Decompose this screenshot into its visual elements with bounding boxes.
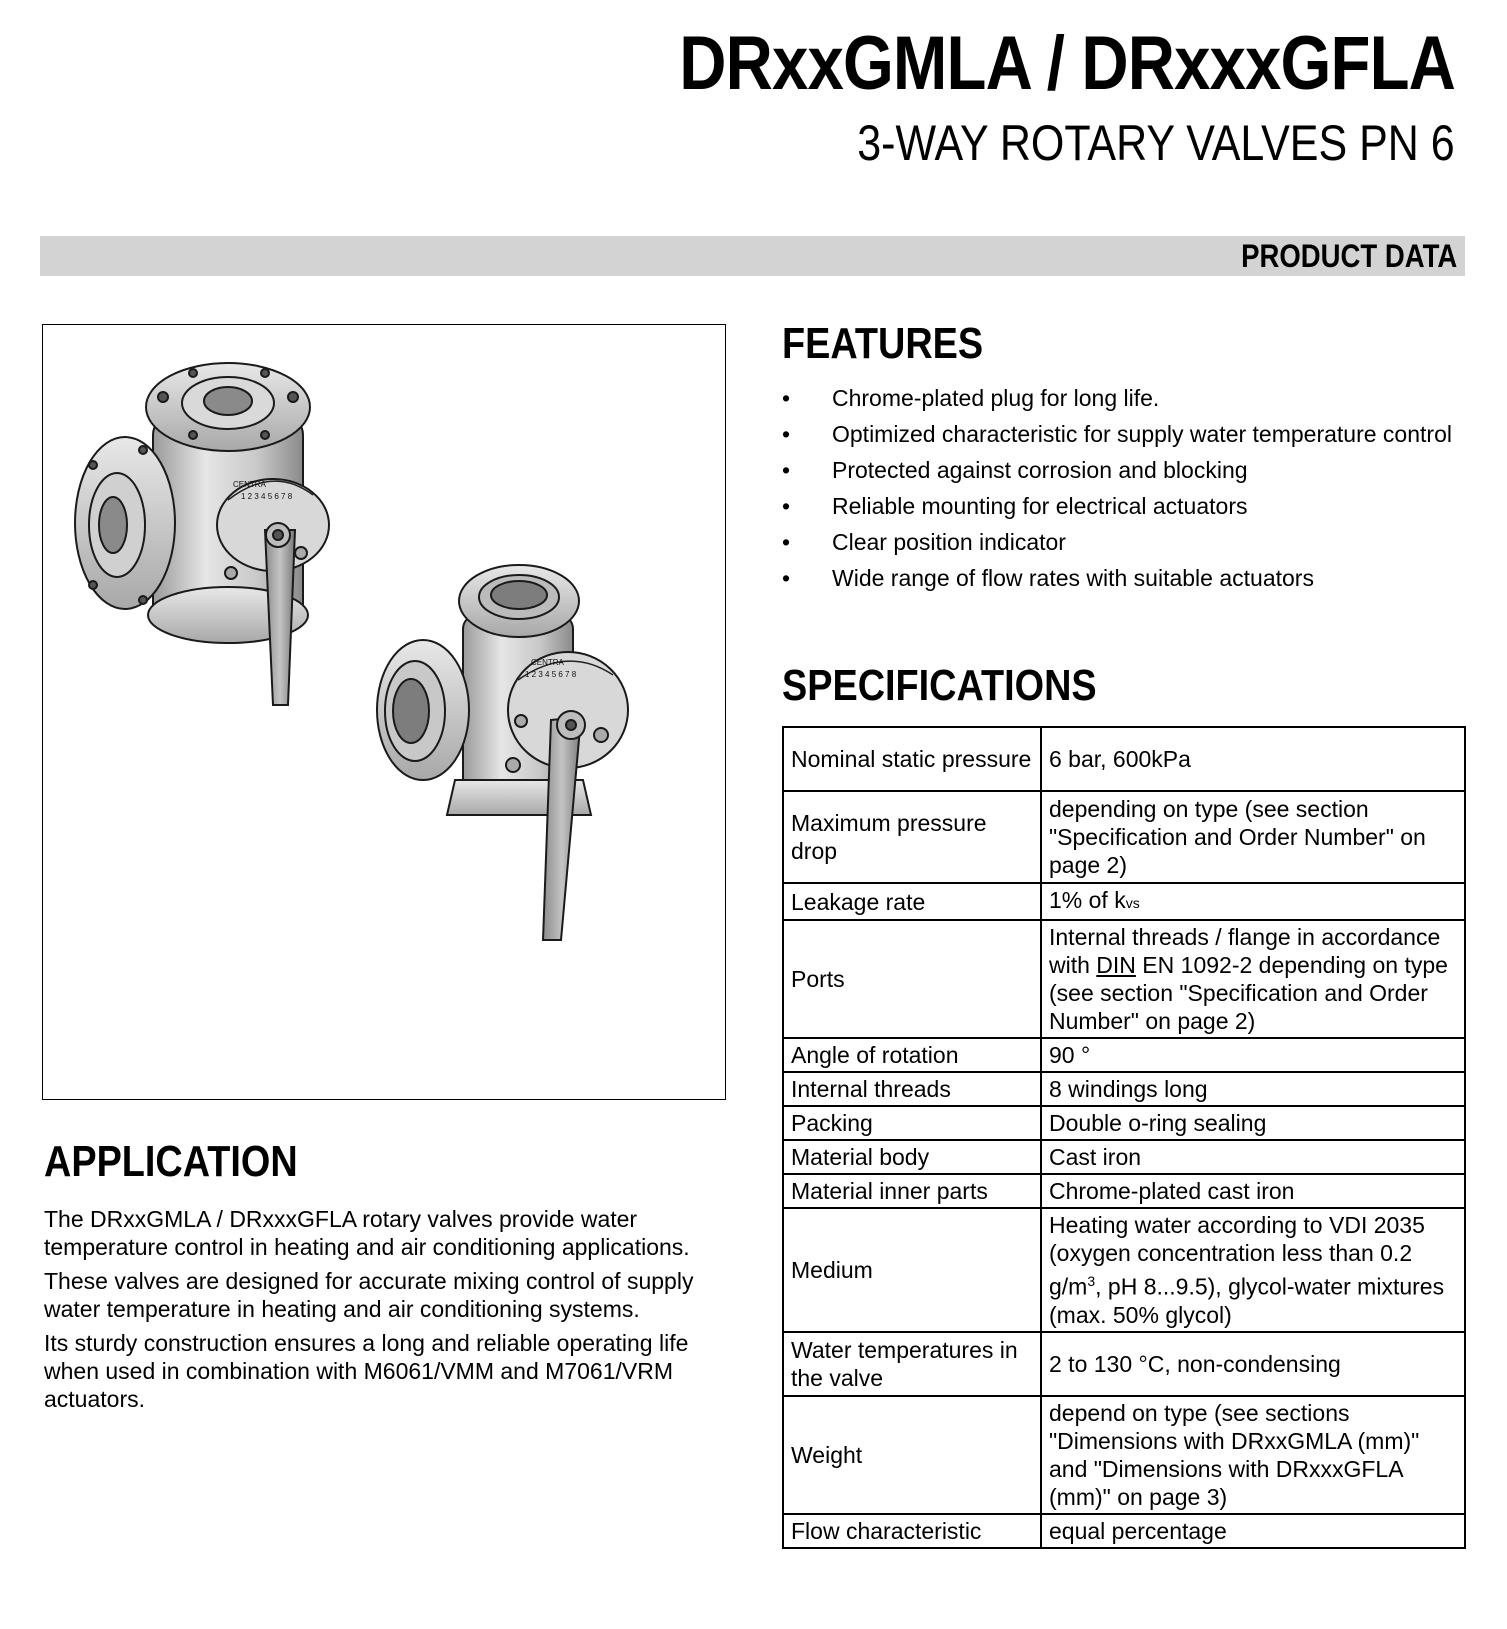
section-band (40, 236, 1465, 276)
threaded-valve-icon (377, 565, 628, 940)
spec-value: equal percentage (1041, 1514, 1465, 1548)
feature-item: • Wide range of flow rates with suitable actuators (782, 564, 1462, 592)
spec-value: 2 to 130 °C, non-condensing (1041, 1332, 1465, 1396)
table-row (783, 1208, 1465, 1332)
feature-item: • Protected against corrosion and blocking (782, 456, 1462, 484)
table-row (783, 1140, 1465, 1174)
spec-key: Nominal static pressure (783, 727, 1041, 791)
table-row (783, 1038, 1465, 1072)
table-row (783, 920, 1465, 1038)
ports-value-part: EN 1092-2 depending on type (see section "Specification and Order Number" on page 2) (1049, 952, 1448, 1034)
specifications-table (782, 726, 1466, 1549)
feature-item: • Optimized characteristic for supply water temperature control (782, 420, 1462, 448)
spec-value: 90 ° (1041, 1038, 1465, 1072)
features-heading: FEATURES (782, 319, 984, 368)
ports-value-part: Internal threads / flange in accordance with (1049, 924, 1441, 978)
spec-key: Material body (783, 1140, 1041, 1174)
specifications-heading: SPECIFICATIONS (782, 661, 1097, 710)
table-row (783, 727, 1465, 791)
table-row (783, 1396, 1465, 1514)
product-data-label: PRODUCT DATA (1240, 238, 1457, 274)
spec-key: Weight (783, 1396, 1041, 1514)
threaded-dial-numbers: 1 2 3 4 5 6 7 8 (525, 670, 577, 679)
medium-value-part: , pH 8...9.5), glycol-water mixtures (max. 50% glycol) (1049, 1273, 1445, 1328)
spec-key: Flow characteristic (783, 1514, 1041, 1548)
spec-value: 8 windings long (1041, 1072, 1465, 1106)
flanged-dial-label: CENTRA (233, 480, 266, 489)
table-row (783, 791, 1465, 883)
table-row (783, 1072, 1465, 1106)
spec-key: Leakage rate (783, 883, 1041, 920)
din-abbreviation: DIN (1096, 952, 1136, 978)
feature-item: • Clear position indicator (782, 528, 1462, 556)
spec-value: depend on type (see sections "Dimensions with DRxxGMLA (mm)" and "Dimensions with DRxxxGFLA (mm)" on page 3) (1041, 1396, 1465, 1514)
spec-key: Water temperatures in the valve (783, 1332, 1041, 1396)
product-illustration (42, 324, 726, 1100)
features-list (782, 384, 1462, 600)
spec-value: Double o-ring sealing (1041, 1106, 1465, 1140)
spec-key: Ports (783, 920, 1041, 1038)
table-row (783, 883, 1465, 920)
spec-value: Chrome-plated cast iron (1041, 1174, 1465, 1208)
table-row (783, 1332, 1465, 1396)
application-paragraph: Its sturdy construction ensures a long and reliable operating life when used in combination with M6061/VMM and M7061/VRM actuators. (44, 1330, 689, 1412)
table-row (783, 1106, 1465, 1140)
spec-value: 6 bar, 600kPa (1041, 727, 1465, 791)
threaded-dial-label: CENTRA (531, 658, 564, 667)
spec-key: Angle of rotation (783, 1038, 1041, 1072)
medium-value-part: Heating water according to VDI 2035 (oxygen concentration less than 0.2 g/m (1049, 1212, 1425, 1300)
spec-key: Maximum pressure drop (783, 791, 1041, 883)
flanged-dial-numbers: 1 2 3 4 5 6 7 8 (241, 492, 293, 501)
spec-value (1041, 920, 1465, 1038)
application-paragraph: These valves are designed for accurate mixing control of supply water temperature in heating and air conditioning systems. (44, 1268, 694, 1322)
application-heading: APPLICATION (44, 1137, 298, 1186)
document-title: DRxxGMLA / DRxxxGFLA (679, 21, 1455, 106)
spec-key: Medium (783, 1208, 1041, 1332)
spec-value: depending on type (see section "Specification and Order Number" on page 2) (1041, 791, 1465, 883)
leakage-value: 1% of k (1049, 887, 1126, 913)
feature-item: • Reliable mounting for electrical actuators (782, 492, 1462, 520)
spec-value (1041, 883, 1465, 920)
cubic-superscript: 3 (1087, 1273, 1096, 1289)
valve-drawing (43, 325, 727, 1101)
document-subtitle: 3-WAY ROTARY VALVES PN 6 (857, 115, 1455, 171)
spec-key: Packing (783, 1106, 1041, 1140)
spec-key: Material inner parts (783, 1174, 1041, 1208)
application-text (44, 1205, 714, 1419)
table-row (783, 1514, 1465, 1548)
spec-value (1041, 1208, 1465, 1332)
flanged-valve-icon (75, 363, 329, 705)
kvs-subscript: vs (1125, 895, 1140, 911)
spec-value: Cast iron (1041, 1140, 1465, 1174)
spec-key: Internal threads (783, 1072, 1041, 1106)
table-row (783, 1174, 1465, 1208)
feature-item: • Chrome-plated plug for long life. (782, 384, 1462, 412)
application-paragraph: The DRxxGMLA / DRxxxGFLA rotary valves provide water temperature control in heating and air conditioning applications. (44, 1206, 690, 1260)
